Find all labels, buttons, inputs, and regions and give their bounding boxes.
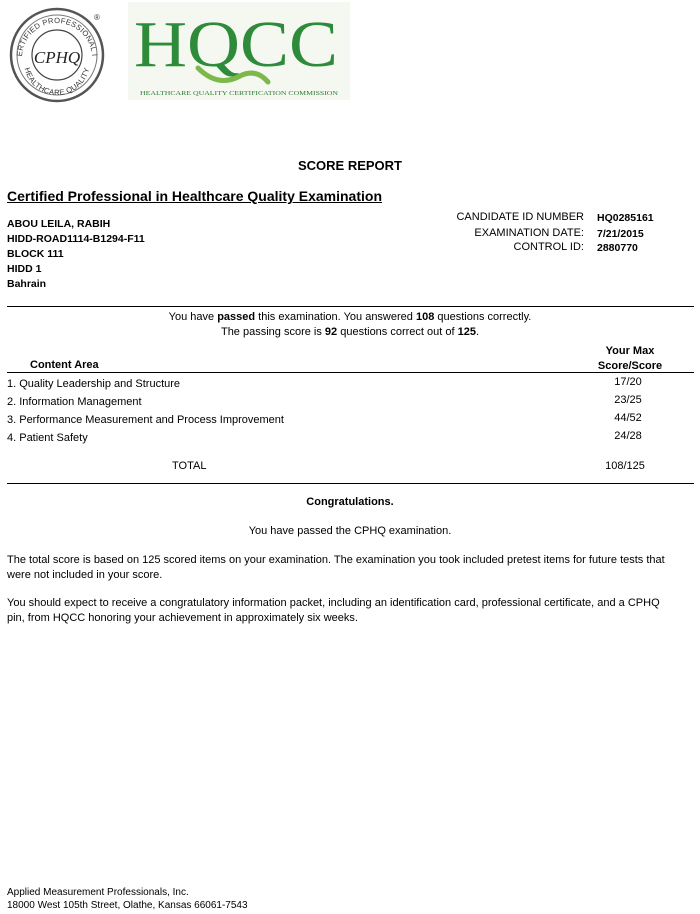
seal-bottom-text: HEALTHCARE QUALITY [22, 66, 92, 98]
content-area-score: 23/25 [614, 394, 642, 406]
divider [7, 483, 694, 484]
content-area-score: 44/52 [614, 412, 642, 424]
passed-word: passed [217, 311, 256, 323]
score-explanation: The total score is based on 125 scored items on your examination. The examination you took included pretest items for future tests that were not included in your score. [7, 554, 665, 581]
page-title: SCORE REPORT [297, 158, 402, 173]
address-line: Bahrain [7, 278, 47, 290]
content-area-row: 4. Patient Safety [7, 432, 88, 444]
content-area-row: 1. Quality Leadership and Structure [7, 378, 181, 390]
exam-date-value: 7/21/2015 [597, 228, 644, 240]
footer-address: 18000 West 105th Street, Olathe, Kansas 66061-7543 [7, 900, 248, 911]
content-area-header: Content Area [30, 359, 99, 371]
exam-date-label: EXAMINATION DATE: [474, 227, 584, 239]
cphq-seal-logo [8, 6, 106, 104]
address-line: HIDD 1 [7, 263, 42, 275]
divider [7, 306, 694, 307]
score-header-line-1: Your Max [605, 345, 655, 357]
seal-top-text: ERTIFIED PROFESSIONAL I [14, 15, 99, 57]
score-header-line-2: Score/Score [597, 360, 663, 372]
content-area-score: 24/28 [614, 430, 642, 442]
total-label: TOTAL [172, 460, 207, 472]
exam-title: Certified Professional in Healthcare Quality Examination [7, 188, 382, 204]
hqcc-letters: HQCC [134, 8, 338, 81]
content-area-row: 2. Information Management [7, 396, 142, 408]
packet-notice: You should expect to receive a congratulatory information packet, including an identification card, professional certificate, and a CPHQ pin, from HQCC honoring your achievement in approximately six weeks. [7, 597, 660, 624]
seal-initials: CPHQ [33, 48, 81, 67]
total-questions: 125 [457, 326, 476, 338]
result-line-2: The passing score is 92 questions correct out of 125. [220, 326, 480, 338]
candidate-id-label: CANDIDATE ID NUMBER [456, 211, 584, 223]
passing-score: 92 [324, 326, 338, 338]
congratulations-text: Congratulations. [306, 496, 394, 508]
total-score: 108/125 [605, 460, 645, 472]
footer-company: Applied Measurement Professionals, Inc. [7, 887, 189, 898]
table-header-rule [7, 372, 694, 373]
candidate-id-value: HQ0285161 [597, 212, 654, 224]
control-id-value: 2880770 [597, 242, 638, 254]
hqcc-caption: HEALTHCARE QUALITY CERTIFICATION COMMISSION [140, 90, 339, 97]
correct-count: 108 [415, 311, 435, 323]
passed-message: You have passed the CPHQ examination. [248, 525, 452, 537]
content-area-score: 17/20 [614, 376, 642, 388]
registered-mark: ® [94, 13, 100, 22]
address-line: BLOCK 111 [7, 248, 64, 260]
hqcc-logo [128, 2, 350, 100]
control-id-label: CONTROL ID: [513, 241, 584, 253]
result-line-1: You have passed this examination. You answered 108 questions correctly. [168, 311, 532, 323]
address-line: HIDD-ROAD1114-B1294-F11 [7, 233, 145, 245]
content-area-row: 3. Performance Measurement and Process Improvement [7, 414, 284, 426]
address-line: ABOU LEILA, RABIH [7, 218, 111, 230]
